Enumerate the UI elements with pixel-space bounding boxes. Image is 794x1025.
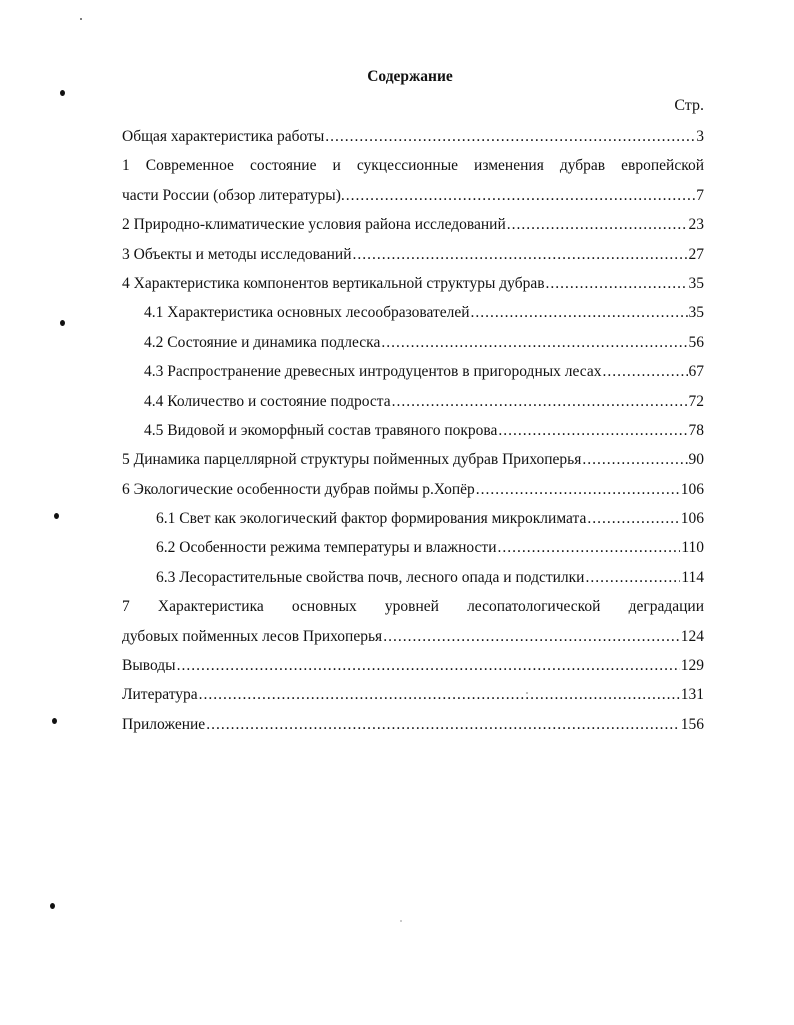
toc-entry-label: 4.1 Характеристика основных лесообразователей [144, 304, 470, 322]
toc-leader-dots [585, 563, 680, 592]
toc-leader-dots [498, 533, 681, 562]
toc-entry [122, 181, 704, 210]
toc-entry-label: части России (обзор литературы). [122, 186, 345, 204]
toc-leader-dots [471, 298, 688, 327]
toc-entry-label: Выводы [122, 657, 176, 675]
toc-entry-page: 72 [688, 392, 704, 410]
toc-entry-page: 35 [688, 304, 704, 322]
toc-entry-label: 4.5 Видовой и экоморфный состав травяного покрова [144, 421, 498, 439]
toc-entry-label: 6.3 Лесорастительные свойства почв, лесного опада и подстилки [156, 568, 585, 586]
toc-leader-dots [546, 269, 688, 298]
toc-entry-page: 106 [680, 510, 704, 528]
toc-entry-label: 2 Природно-климатические условия района исследований [122, 216, 506, 234]
page-column-label: Стр. [674, 97, 704, 114]
scan-speck [526, 692, 528, 694]
binding-hole-mark [54, 513, 59, 519]
toc-entry [122, 475, 704, 504]
toc-entry [122, 240, 704, 269]
toc-entry-page: 110 [681, 539, 704, 557]
toc-subentry [122, 387, 704, 416]
toc-entry-page: 156 [680, 715, 704, 733]
toc-entry [122, 710, 704, 739]
toc-entry-label: Литература [122, 686, 198, 704]
toc-entry [122, 269, 704, 298]
toc-entry-page: 56 [688, 333, 704, 351]
toc-subentry [122, 328, 704, 357]
toc-entry [122, 651, 704, 680]
toc-entry-label: 4 Характеристика компонентов вертикальной структуры дубрав [122, 274, 545, 292]
toc-entry-label: 4.3 Распространение древесных интродуцентов в пригородных лесах [144, 363, 602, 381]
toc-entry-first-line: 1 Современное состояние и сукцессионные изменения дубрав европейской [122, 157, 704, 175]
toc-entry-label: 4.2 Состояние и динамика подлеска [144, 333, 381, 351]
toc-entry-page: 129 [680, 657, 704, 675]
toc-leader-dots [587, 504, 679, 533]
toc-entry-page: 106 [680, 480, 704, 498]
toc-subentry [122, 533, 704, 562]
toc-entry-label: 6.2 Особенности режима температуры и влажности [156, 539, 497, 557]
toc-entry [122, 122, 704, 151]
toc-leader-dots [206, 710, 680, 739]
toc-entry-page: 78 [688, 421, 704, 439]
toc-entry [122, 210, 704, 239]
toc-entry-page: 3 [696, 128, 704, 145]
toc-entry-label: Приложение [122, 715, 206, 733]
toc-entry-label: 5 Динамика парцеллярной структуры пойменных дубрав Прихоперья [122, 451, 582, 469]
binding-hole-mark [50, 903, 55, 909]
toc-subentry [122, 357, 704, 386]
toc-entry-page: 90 [688, 451, 704, 469]
toc-entry-label: Общая характеристика работы [122, 128, 325, 145]
toc-subentry [122, 416, 704, 445]
scan-speck [80, 18, 82, 20]
toc-entry-page: 35 [688, 274, 704, 292]
toc-leader-dots [177, 651, 680, 680]
toc-leader-dots [476, 475, 680, 504]
toc-entry-label: 3 Объекты и методы исследований [122, 245, 352, 263]
toc-entry-label: 6 Экологические особенности дубрав поймы р.Хопёр [122, 480, 475, 498]
toc-leader-dots [381, 328, 687, 357]
toc-leader-dots [582, 445, 687, 474]
binding-hole-mark [60, 320, 65, 326]
toc-leader-dots [346, 181, 696, 210]
toc-entry-page: 124 [680, 627, 704, 645]
toc-entry-label: 6.1 Свет как экологический фактор формирования микроклимата [156, 510, 587, 528]
toc-entry-page: 23 [688, 216, 704, 234]
toc-subentry [122, 298, 704, 327]
toc-leader-dots [507, 210, 688, 239]
toc-entry-first-line: 7 Характеристика основных уровней лесопатологической деградации [122, 598, 704, 616]
toc-entry-page: 131 [680, 686, 704, 704]
toc-leader-dots [199, 680, 680, 709]
scan-speck [400, 920, 402, 922]
binding-hole-mark [60, 90, 65, 96]
toc-leader-dots [383, 622, 680, 651]
toc-subentry [122, 504, 704, 533]
toc-leader-dots [325, 122, 695, 151]
toc-entry [122, 445, 704, 474]
toc-leader-dots [392, 387, 688, 416]
table-of-contents [122, 122, 704, 739]
toc-leader-dots [602, 357, 687, 386]
toc-entry-page: 27 [688, 245, 704, 263]
toc-leader-dots [498, 416, 687, 445]
toc-entry-page: 67 [688, 363, 704, 381]
toc-entry [122, 680, 704, 709]
page-title: Содержание [367, 68, 453, 85]
toc-leader-dots [353, 240, 688, 269]
toc-entry-label: дубовых пойменных лесов Прихоперья [122, 627, 383, 645]
binding-hole-mark [52, 718, 57, 724]
toc-entry-page: 114 [681, 568, 704, 586]
toc-entry-page: 7 [696, 186, 704, 204]
toc-entry-label: 4.4 Количество и состояние подроста [144, 392, 391, 410]
toc-entry [122, 622, 704, 651]
toc-subentry [122, 563, 704, 592]
